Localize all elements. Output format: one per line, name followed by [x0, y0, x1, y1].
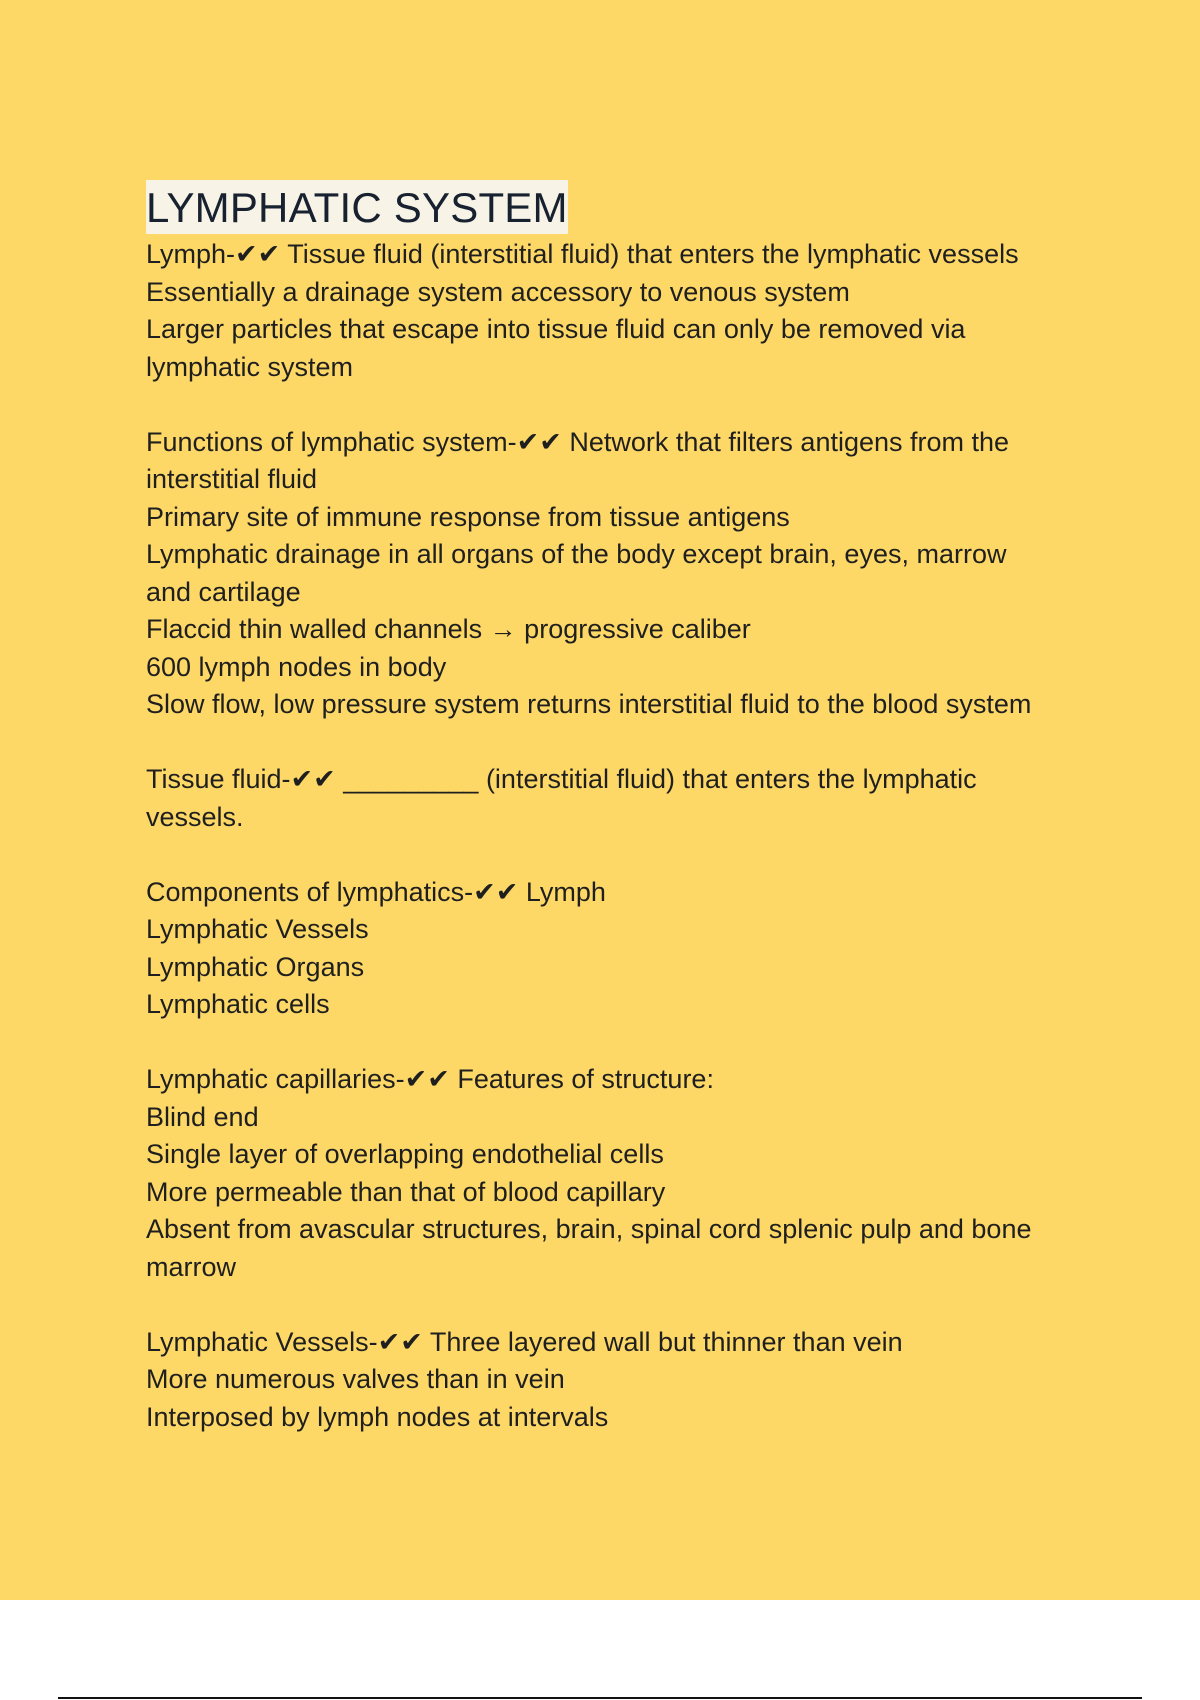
text-line: and cartilage [146, 576, 301, 607]
text-line: Lymphatic drainage in all organs of the body except brain, eyes, marrow [146, 539, 1007, 569]
text-line: More numerous valves than in vein [146, 1364, 565, 1394]
paragraph-gap [146, 724, 1146, 762]
text-line: More permeable than that of blood capillary [146, 1176, 666, 1207]
paragraph-gap [146, 386, 1146, 424]
document-body [146, 180, 1146, 1436]
text-line: Functions of lymphatic system-✔✔ Network that filters antigens from the [146, 426, 1010, 457]
text-line: interstitial fluid [146, 464, 318, 494]
text-line: Slow flow, low pressure system returns interstitial fluid to the blood system [146, 689, 1032, 719]
text-line: Larger particles that escape into tissue fluid can only be removed via [146, 314, 966, 344]
text-line: Components of lymphatics-✔✔ Lymph [146, 876, 606, 907]
text-line: Essentially a drainage system accessory to venous system [146, 276, 850, 307]
text-line: Tissue fluid-✔✔ _________ (interstitial fluid) that enters the lymphatic [146, 764, 977, 794]
text-line: lymphatic system [146, 351, 354, 382]
text-line: Lymphatic Vessels [146, 914, 369, 944]
text-line: Lymphatic Vessels-✔✔ Three layered wall but thinner than vein [146, 1326, 903, 1357]
text-line: vessels. [146, 801, 244, 832]
text-line: Lymph-✔✔ Tissue fluid (interstitial fluid) that enters the lymphatic vessels [146, 239, 1019, 269]
text-line: Primary site of immune response from tissue antigens [146, 501, 790, 532]
page-divider [58, 1697, 1142, 1699]
text-line: Interposed by lymph nodes at intervals [146, 1401, 609, 1432]
text-line: Absent from avascular structures, brain, spinal cord splenic pulp and bone [146, 1214, 1032, 1244]
text-line: Blind end [146, 1101, 259, 1132]
text-line: marrow [146, 1251, 237, 1282]
page-title: LYMPHATIC SYSTEM [146, 180, 568, 234]
paragraph-gap [146, 1024, 1146, 1062]
text-line: Flaccid thin walled channels → progressive caliber [146, 614, 751, 644]
text-line: Lymphatic Organs [146, 951, 365, 982]
text-line: 600 lymph nodes in body [146, 651, 447, 682]
text-line: Lymphatic capillaries-✔✔ Features of structure: [146, 1064, 714, 1094]
text-line: Lymphatic cells [146, 989, 330, 1019]
paragraph-gap [146, 1286, 1146, 1324]
paragraph-gap [146, 836, 1146, 874]
text-line: Single layer of overlapping endothelial cells [146, 1139, 664, 1169]
